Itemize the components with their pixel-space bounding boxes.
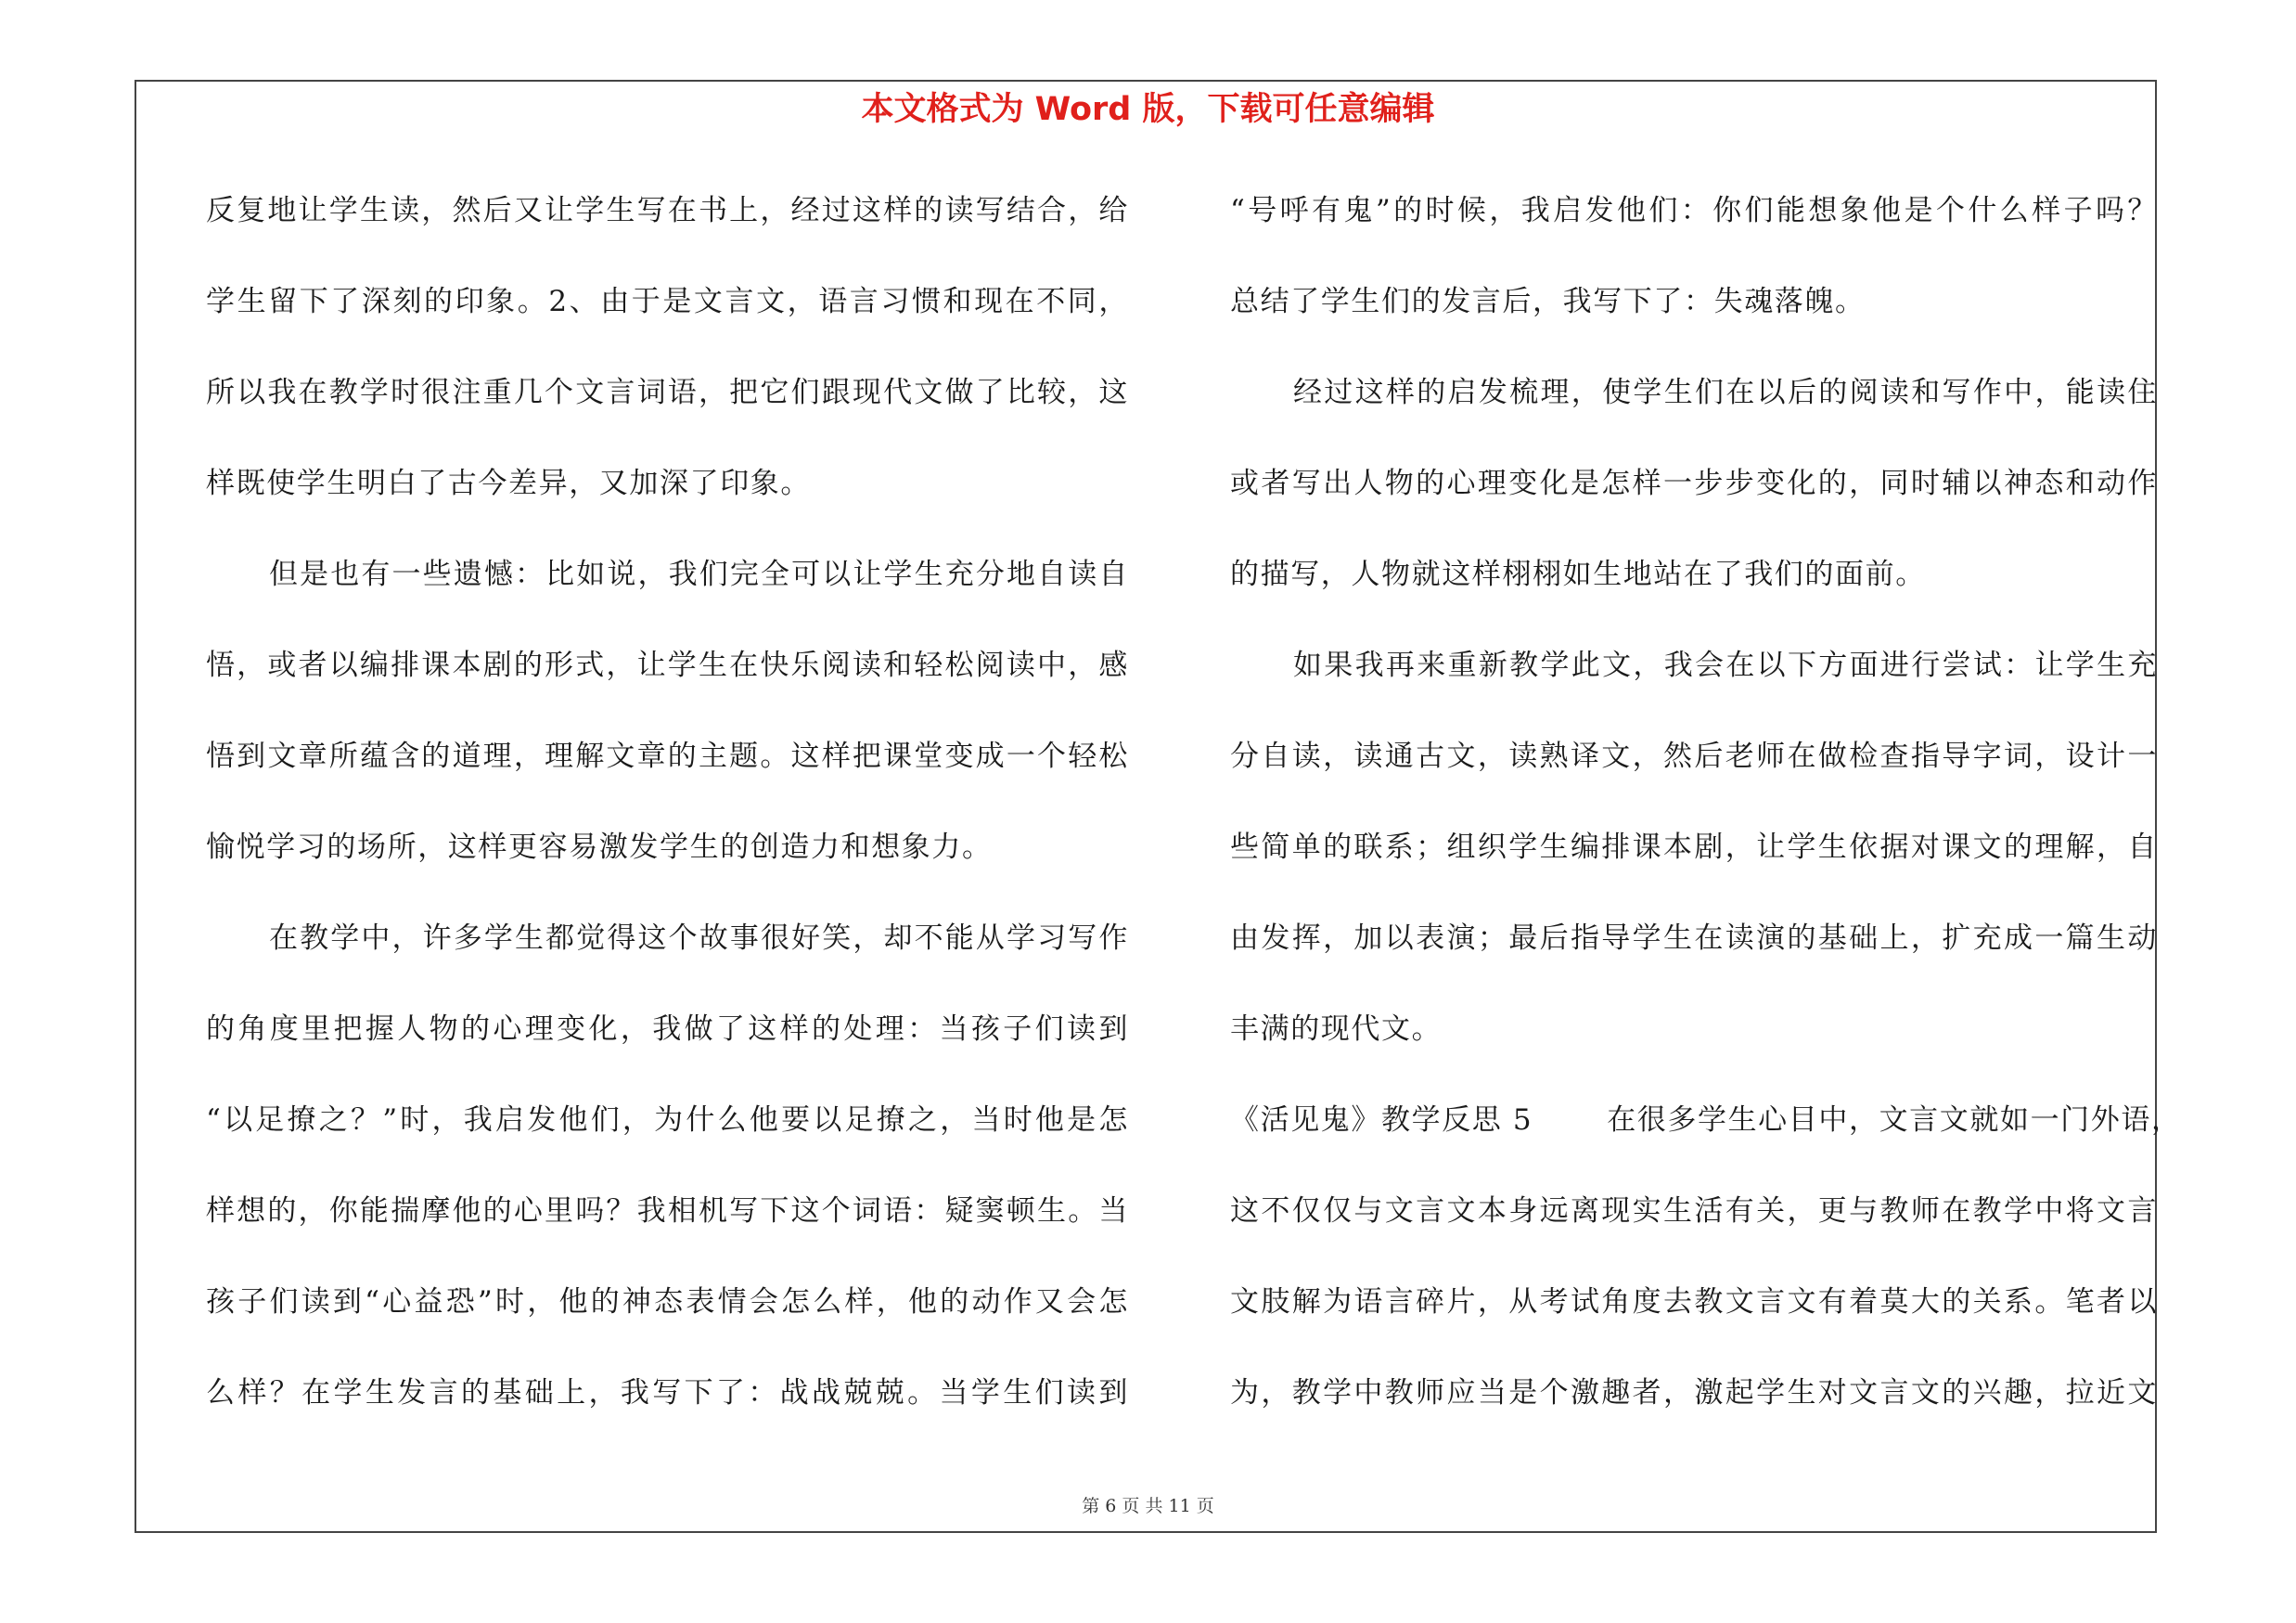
paragraph-line: 悟，或者以编排课本剧的形式，让学生在快乐阅读和轻松阅读中，感 <box>206 649 1129 682</box>
paragraph-line: 由发挥，加以表演；最后指导学生在读演的基础上，扩充成一篇生动 <box>1230 921 2158 955</box>
paragraph-line: 在教学中，许多学生都觉得这个故事很好笑，却不能从学习写作 <box>269 921 1129 955</box>
paragraph-line: 如果我再来重新教学此文，我会在以下方面进行尝试：让学生充 <box>1293 649 2158 682</box>
format-notice-banner: 本文格式为 Word 版，下载可任意编辑 <box>861 91 1435 128</box>
paragraph-line: 愉悦学习的场所，这样更容易激发学生的创造力和想象力。 <box>206 831 993 864</box>
paragraph-line: 学生留下了深刻的印象。2、由于是文言文，语言习惯和现在不同， <box>206 285 1129 318</box>
paragraph-line: 些简单的联系；组织学生编排课本剧，让学生依据对课文的理解，自 <box>1230 831 2158 864</box>
paragraph-line: 为，教学中教师应当是个激趣者，激起学生对文言文的兴趣，拉近文 <box>1230 1376 2158 1410</box>
page-number-footer: 第 6 页 共 11 页 <box>1082 1496 1214 1516</box>
paragraph-line: 所以我在教学时很注重几个文言词语，把它们跟现代文做了比较，这 <box>206 376 1129 409</box>
paragraph-line: 经过这样的启发梳理，使学生们在以后的阅读和写作中，能读住 <box>1293 376 2158 409</box>
paragraph-line: 总结了学生们的发言后，我写下了：失魂落魄。 <box>1230 285 1866 318</box>
paragraph-line: 的描写，人物就这样栩栩如生地站在了我们的面前。 <box>1230 558 1926 591</box>
paragraph-line: 或者写出人物的心理变化是怎样一步步变化的，同时辅以神态和动作 <box>1230 467 2158 500</box>
paragraph-line: 的角度里把握人物的心理变化，我做了这样的处理：当孩子们读到 <box>206 1012 1129 1046</box>
paragraph-line: 么样？在学生发言的基础上，我写下了：战战兢兢。当学生们读到 <box>206 1376 1129 1410</box>
paragraph-line: 孩子们读到“心益恐”时，他的神态表情会怎么样，他的动作又会怎 <box>206 1285 1129 1319</box>
paragraph-line: 样既使学生明白了古今差异，又加深了印象。 <box>206 467 811 500</box>
left-text-column <box>206 183 1129 1456</box>
paragraph-line: 反复地让学生读，然后又让学生写在书上，经过这样的读写结合，给 <box>206 194 1129 227</box>
section-heading: 《活见鬼》教学反思 5 <box>1230 1103 1533 1137</box>
paragraph-line: 分自读，读通古文，读熟译文，然后老师在做检查指导字词，设计一 <box>1230 740 2158 773</box>
paragraph-line: 悟到文章所蕴含的道理，理解文章的主题。这样把课堂变成一个轻松 <box>206 740 1129 773</box>
paragraph-line: 样想的，你能揣摩他的心里吗？我相机写下这个词语：疑窦顿生。当 <box>206 1194 1129 1228</box>
section-heading-continuation: 在很多学生心目中，文言文就如一门外语， <box>1607 1103 2182 1137</box>
paragraph-line: 文肢解为语言碎片，从考试角度去教文言文有着莫大的关系。笔者以 <box>1230 1285 2158 1319</box>
section-heading-line <box>1230 1092 2182 1183</box>
paragraph-line: 这不仅仅与文言文本身远离现实生活有关，更与教师在教学中将文言 <box>1230 1194 2158 1228</box>
right-text-column <box>1230 183 2182 1456</box>
paragraph-line: 丰满的现代文。 <box>1230 1012 1443 1046</box>
paragraph-line: “号呼有鬼”的时候，我启发他们：你们能想象他是个什么样子吗？ <box>1230 194 2158 227</box>
paragraph-line: 但是也有一些遗憾：比如说，我们完全可以让学生充分地自读自 <box>269 558 1129 591</box>
paragraph-line: “以足撩之？”时，我启发他们，为什么他要以足撩之，当时他是怎 <box>206 1103 1129 1137</box>
